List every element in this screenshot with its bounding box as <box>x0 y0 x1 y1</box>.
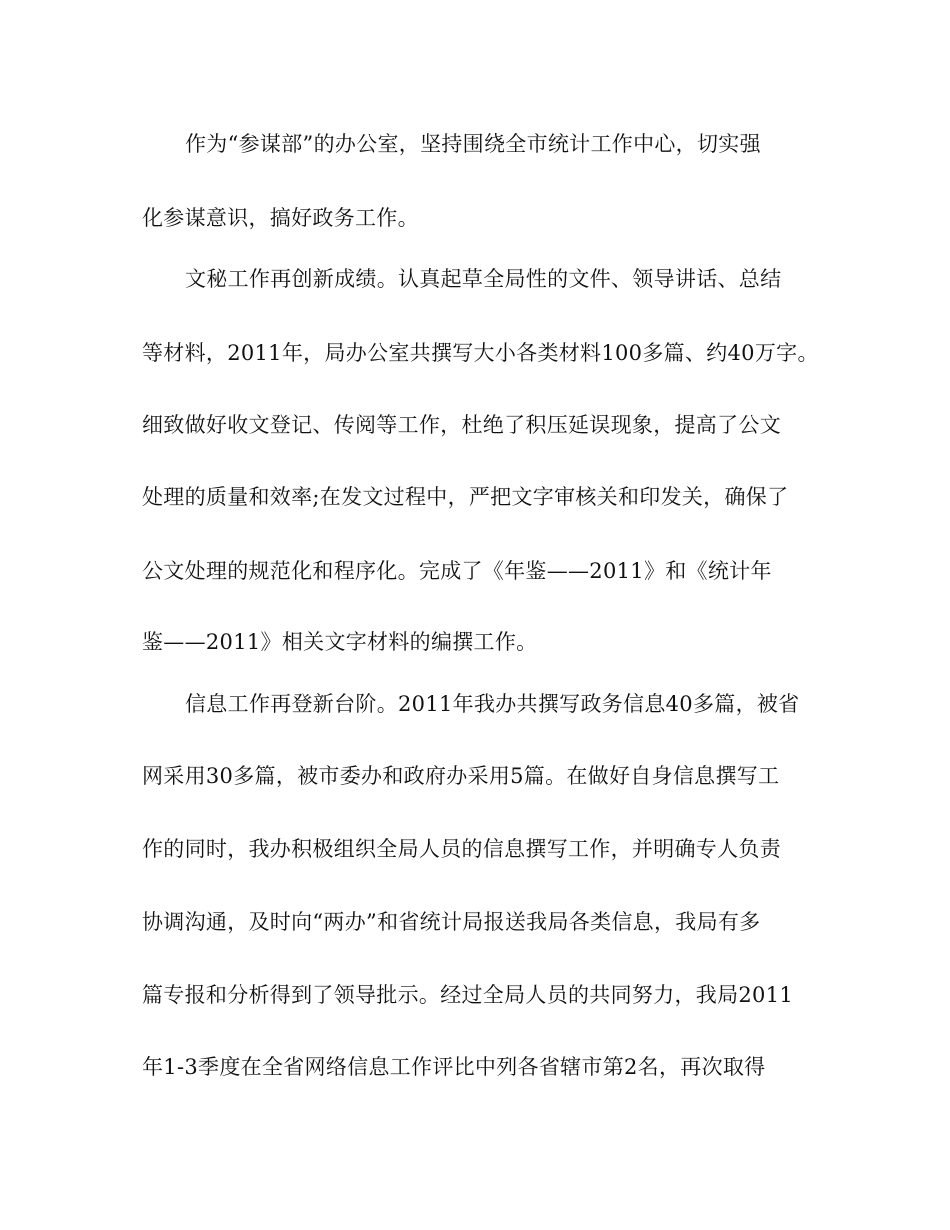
paragraph-line: 协调沟通，及时向“两办”和省统计局报送我局各类信息，我局有多 <box>142 910 761 934</box>
paragraph-line: 公文处理的规范化和程序化。完成了《年鉴——2011》和《统计年 <box>142 559 772 583</box>
paragraph-line: 作为“参谋部”的办公室，坚持围绕全市统计工作中心，切实强 <box>185 132 761 156</box>
paragraph-line: 年1-3季度在全省网络信息工作评比中列各省辖市第2名，再次取得 <box>142 1055 766 1079</box>
paragraph-line: 等材料，2011年，局办公室共撰写大小各类材料100多篇、约40万字。 <box>142 341 819 365</box>
paragraph-line: 细致做好收文登记、传阅等工作，杜绝了积压延误现象，提高了公文 <box>142 413 781 437</box>
paragraph-line: 篇专报和分析得到了领导批示。经过全局人员的共同努力，我局2011 <box>142 983 794 1007</box>
paragraph-line: 文秘工作再创新成绩。认真起草全局性的文件、领导讲话、总结 <box>185 267 782 291</box>
paragraph-line: 网采用30多篇，被市委办和政府办采用5篇。在做好自身信息撰写工 <box>142 764 780 788</box>
paragraph-line: 化参谋意识，搞好政务工作。 <box>142 206 419 230</box>
paragraph-line: 作的同时，我办积极组织全局人员的信息撰写工作，并明确专人负责 <box>142 837 781 861</box>
paragraph-line: 处理的质量和效率;在发文过程中，严把文字审核关和印发关，确保了 <box>142 485 789 509</box>
paragraph-line: 鉴——2011》相关文字材料的编撰工作。 <box>142 630 538 654</box>
paragraph-line: 信息工作再登新台阶。2011年我办共撰写政务信息40多篇，被省 <box>185 692 800 716</box>
